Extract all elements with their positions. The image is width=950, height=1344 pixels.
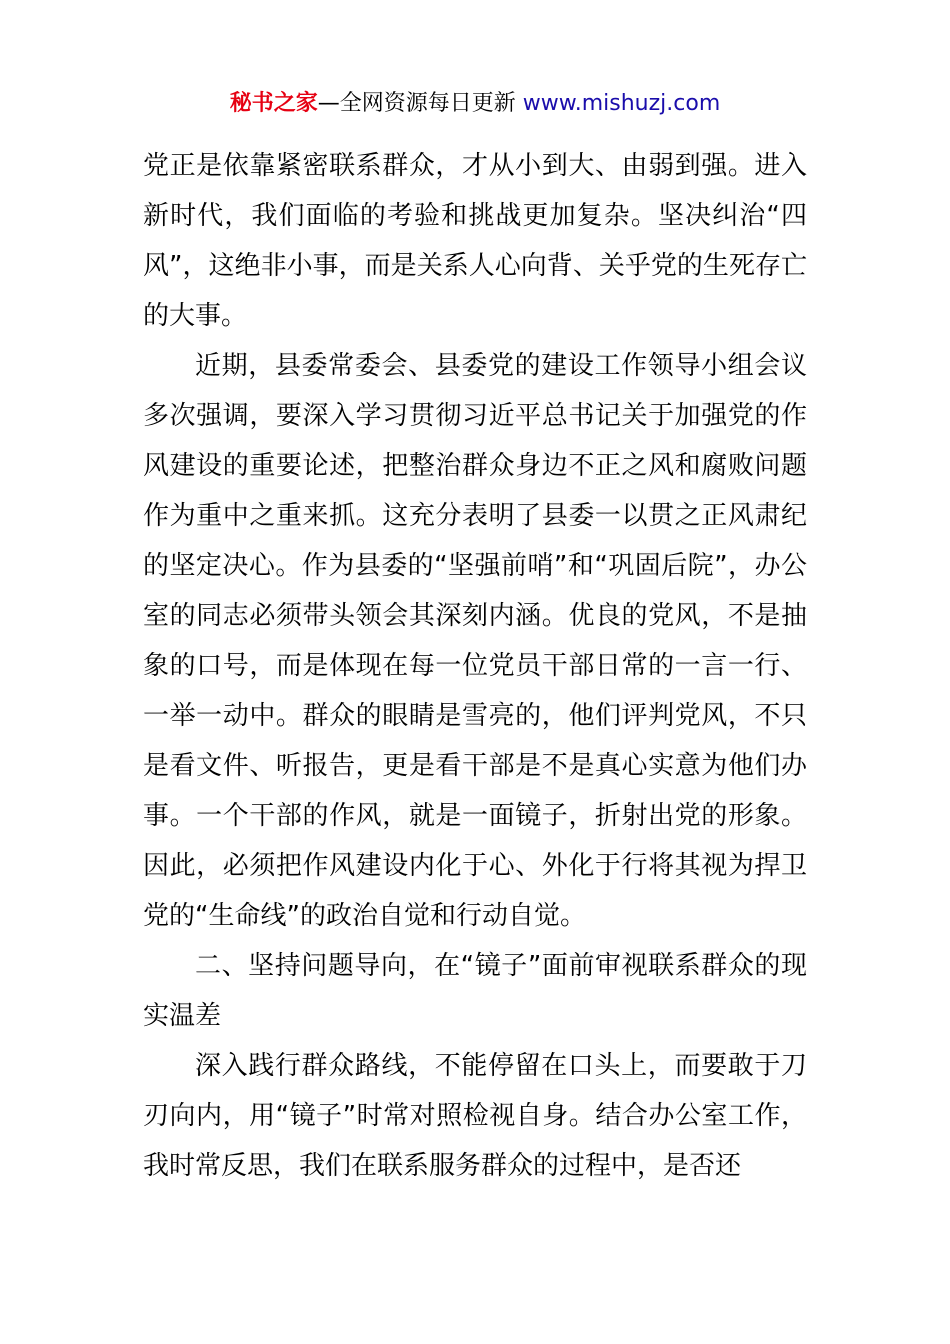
paragraph: 近期，县委常委会、县委党的建设工作领导小组会议多次强调，要深入学习贯彻习近平总书记关于加强党的作风建设的重要论述，把整治群众身边不正之风和腐败问题作为重中之重来抓。这充分表明了县委一以贯之正风肃纪的坚定决心。作为县委的“坚强前哨”和“巩固后院”，办公室的同志必须带头领会其深刻内涵。优良的党风，不是抽象的口号，而是体现在每一位党员干部日常的一言一行、一举一动中。群众的眼睛是雪亮的，他们评判党风，不只是看文件、听报告，更是看干部是不是真心实意为他们办事。一个干部的作风，就是一面镜子，折射出党的形象。因此，必须把作风建设内化于心、外化于行将其视为捍卫党的“生命线”的政治自觉和行动自觉。: [143, 351, 807, 931]
paragraph-continuation: 党正是依靠紧密联系群众，才从小到大、由弱到强。进入新时代，我们面临的考验和挑战更加复杂。坚决纠治“四风”，这绝非小事，而是关系人心向背、关乎党的生死存亡的大事。: [143, 151, 807, 331]
section-heading: 二、坚持问题导向，在“镜子”面前审视联系群众的现实温差: [143, 951, 807, 1031]
document-body: [143, 141, 807, 1191]
page-header: [0, 88, 950, 120]
website-link[interactable]: www.mishuzj.com: [522, 91, 721, 116]
brand-name: 秘书之家: [229, 91, 318, 116]
paragraph: 深入践行群众路线，不能停留在口头上，而要敢于刀刃向内，用“镜子”时常对照检视自身。结合办公室工作，我时常反思，我们在联系服务群众的过程中，是否还: [143, 1051, 807, 1181]
header-tagline: —全网资源每日更新: [317, 91, 523, 116]
